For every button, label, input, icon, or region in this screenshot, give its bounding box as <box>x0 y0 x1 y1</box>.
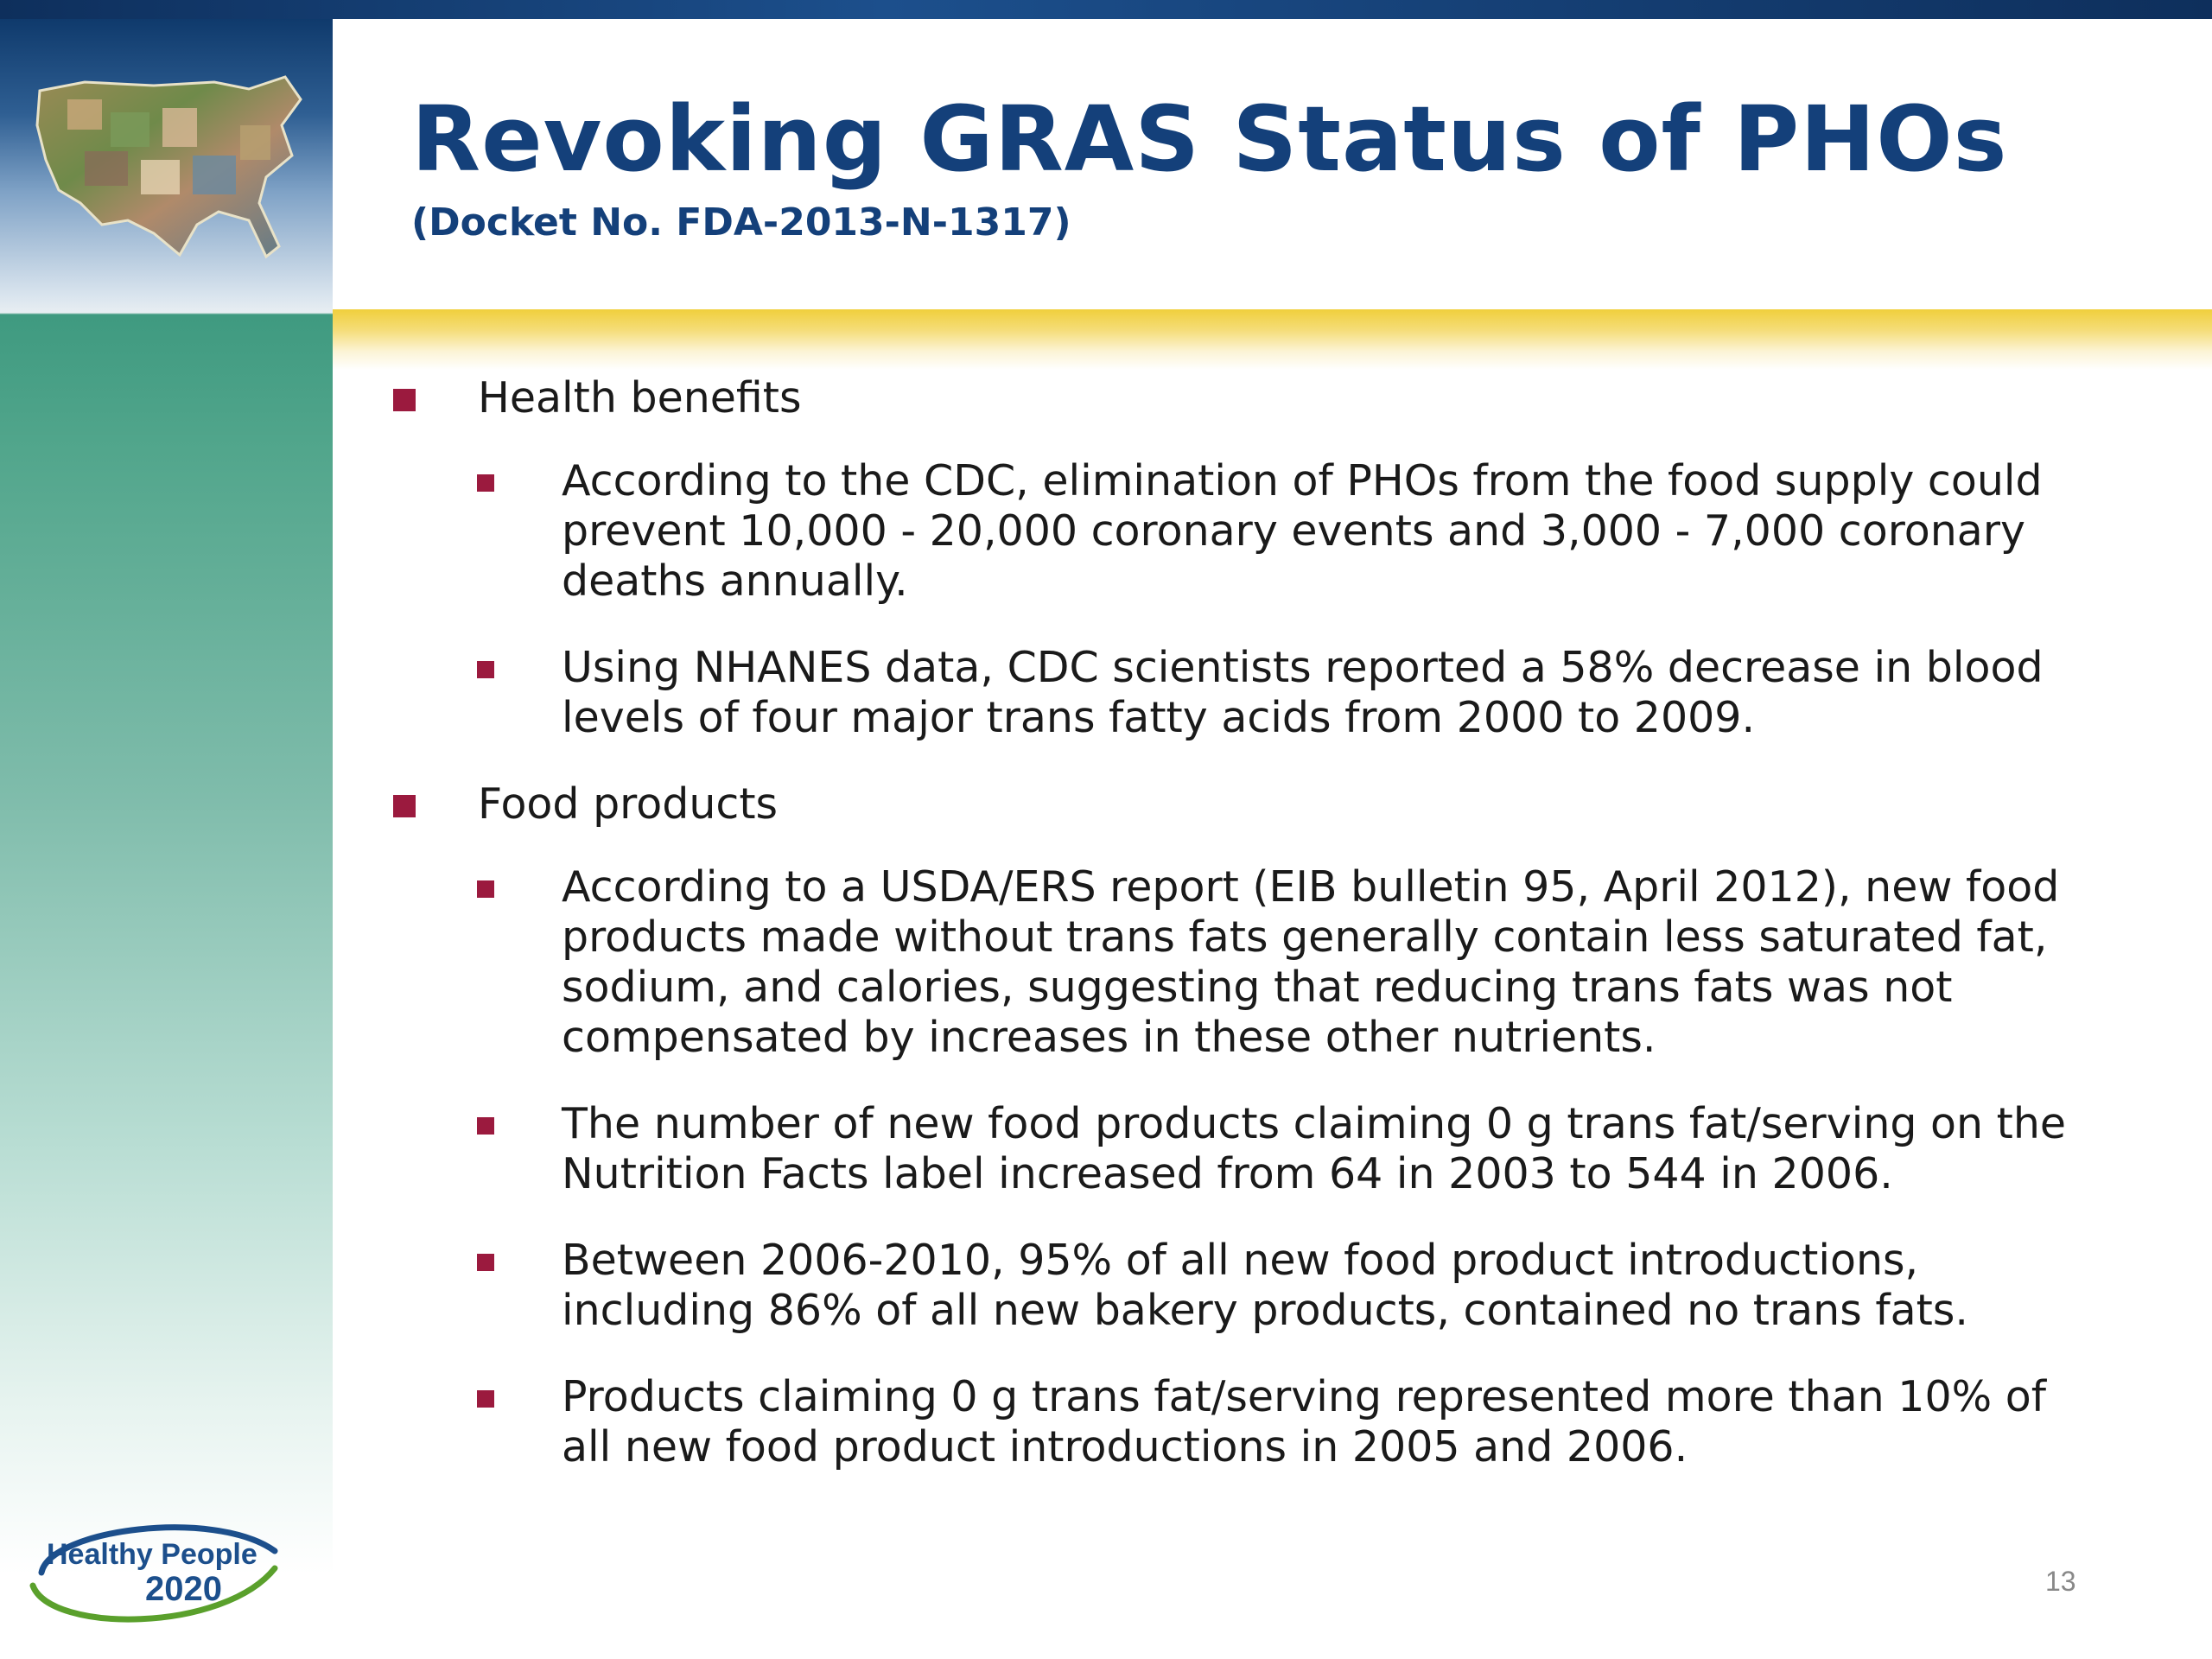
us-map-photo-collage <box>33 73 309 259</box>
bullet-text: According to a USDA/ERS report (EIB bulletin 95, April 2012), new food products made without trans fats generally contain less saturated fat, sodium, and calories, suggesting that reducing trans fats was not compensated by increases in these other nutrients. <box>562 862 2060 1062</box>
slide-content <box>393 373 2087 1509</box>
square-bullet-icon <box>477 1117 494 1135</box>
healthy-people-2020-logo <box>24 1503 283 1633</box>
square-bullet-icon <box>477 474 494 492</box>
logo-text-line2: 2020 <box>145 1570 222 1608</box>
sub-bullet <box>477 456 2087 607</box>
bullet-text: Between 2006-2010, 95% of all new food product introductions, including 86% of all new bakery products, contained no trans fats. <box>562 1236 1968 1335</box>
square-bullet-icon <box>477 1390 494 1408</box>
bullet-text: Using NHANES data, CDC scientists reported a 58% decrease in blood levels of four major trans fatty acids from 2000 to 2009. <box>562 643 2044 742</box>
square-bullet-icon <box>477 661 494 678</box>
sub-bullet <box>477 1372 2087 1472</box>
slide-title: Revoking GRAS Status of PHOs <box>411 86 2008 192</box>
logo-text-line1: Healthy People <box>47 1538 257 1571</box>
left-sidebar <box>0 19 333 1659</box>
sub-bullet <box>477 643 2087 743</box>
section-heading: Food products <box>478 779 779 829</box>
section-heading: Health benefits <box>478 373 802 423</box>
bullet-food-products <box>393 779 2087 830</box>
slide-subtitle: (Docket No. FDA-2013-N-1317) <box>411 200 1071 245</box>
top-bar <box>0 0 2212 19</box>
square-bullet-icon <box>477 1254 494 1271</box>
square-bullet-icon <box>477 880 494 898</box>
sub-bullet <box>477 1236 2087 1336</box>
sub-bullet <box>477 862 2087 1063</box>
square-bullet-icon <box>393 795 416 817</box>
bullet-text: Products claiming 0 g trans fat/serving represented more than 10% of all new food product introductions in 2005 and 2006. <box>562 1372 2047 1471</box>
sub-bullet <box>477 1099 2087 1199</box>
bullet-text: According to the CDC, elimination of PHOs from the food supply could prevent 10,000 - 20,000 coronary events and 3,000 - 7,000 coronary deaths annually. <box>562 456 2043 606</box>
bullet-text: The number of new food products claiming 0 g trans fat/serving on the Nutrition Facts label increased from 64 in 2003 to 544 in 2006. <box>562 1099 2067 1198</box>
page-number: 13 <box>2045 1566 2076 1597</box>
square-bullet-icon <box>393 389 416 411</box>
bullet-health-benefits <box>393 373 2087 423</box>
header-divider <box>333 309 2212 370</box>
